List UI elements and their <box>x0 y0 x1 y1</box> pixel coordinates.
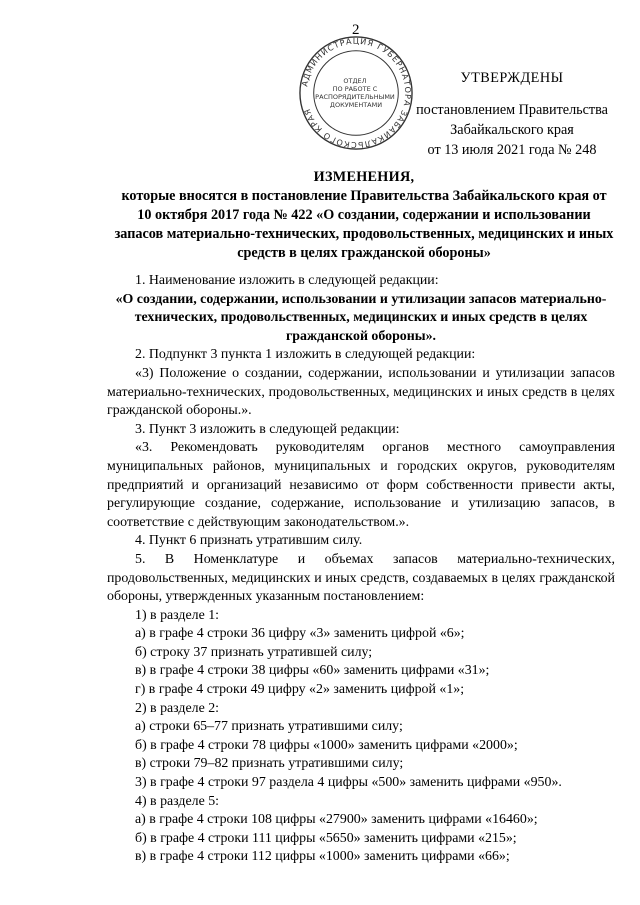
body-paragraph: 1. Наименование изложить в следующей редакции: <box>135 273 439 288</box>
body-paragraph: а) в графе 4 строки 36 цифру «3» заменить цифрой «6»; <box>135 626 465 642</box>
body-paragraph: в) в графе 4 строки 112 цифры «1000» заменить цифрами «66»; <box>135 849 510 865</box>
body-paragraph: «3) Положение о создании, содержании, использовании и утилизации запасов материально-технических, продовольственных, медицинских и иных средств в целях гражданской обороны.». <box>107 365 615 419</box>
approval-block <box>402 68 622 160</box>
official-stamp <box>297 34 415 152</box>
document-heading <box>114 168 614 263</box>
heading-title: ИЗМЕНЕНИЯ, <box>313 169 415 185</box>
body-paragraph: 3) в графе 4 строки 97 раздела 4 цифры «500» заменить цифрами «950». <box>135 775 562 791</box>
body-paragraph: 2) в разделе 2: <box>135 700 220 716</box>
stamp-inner-line: ОТДЕЛ <box>343 77 367 86</box>
body-paragraph: 5. В Номенклатуре и объемах запасов материально-технических, продовольственных, медицинских и иных средств, создаваемых в целях гражданской обороны, утвержденных указанным постановлением: <box>107 551 615 605</box>
page-number: 2 <box>352 22 360 38</box>
heading-subtitle: которые вносятся в постановление Правительства Забайкальского края от 10 октября 2017 года № 422 «О создании, содержании и использовании запасов материально-технических, продовольственных, медицинских и иных средств в целях гражданской обороны» <box>114 188 614 261</box>
body-paragraph: г) в графе 4 строки 49 цифру «2» заменить цифрой «1»; <box>135 682 465 698</box>
body-paragraph: б) в графе 4 строки 111 цифры «5650» заменить цифрами «215»; <box>135 830 517 846</box>
body-paragraph: 3. Пункт 3 изложить в следующей редакции: <box>135 421 400 437</box>
approval-title: УТВЕРЖДЕНЫ <box>460 70 564 86</box>
approval-line: от 13 июля 2021 года № 248 <box>427 142 597 158</box>
body-paragraph: в) строки 79–82 признать утратившими силу; <box>135 756 404 772</box>
body-paragraph: «О создании, содержании, использовании и утилизации запасов материально-технических, продовольственных, медицинских и иных средств в целях гражданской обороны». <box>115 291 607 344</box>
body-paragraph: 1) в разделе 1: <box>135 607 220 623</box>
body-paragraph: б) в графе 4 строки 78 цифры «1000» заменить цифрами «2000»; <box>135 737 518 753</box>
svg-text:ОТДЕЛ ПО РАБОТЕ С РАСП <box>315 77 397 109</box>
stamp-outer-text: АДМИНИСТРАЦИЯ ГУБЕРНАТОРА ЗАБАЙКАЛЬСКОГО КРАЯ <box>300 36 413 150</box>
body-paragraph: 4) в разделе 5: <box>135 793 220 809</box>
body-paragraph: а) в графе 4 строки 108 цифры «27900» заменить цифрами «16460»; <box>135 812 538 828</box>
approval-line: Забайкальского края <box>450 122 574 138</box>
body-paragraph: «3. Рекомендовать руководителям органов местного самоуправления муниципальных районов, муниципальных и городских округов, руководителям предприятий и организаций независимо от форм собственности привести акты, регулирующие создание, содержание, использование и утилизацию запасов, в соответствие с действующим законодательством.». <box>107 440 615 530</box>
body-paragraph: в) в графе 4 строки 38 цифры «60» заменить цифрами «31»; <box>135 663 490 679</box>
stamp-inner-line: РАСПОРЯДИТЕЛЬНЫМИ <box>315 92 395 101</box>
document-body <box>107 272 615 867</box>
approval-line: постановлением Правительства <box>416 102 608 118</box>
body-paragraph: 4. Пункт 6 признать утратившим силу. <box>135 533 363 549</box>
body-paragraph: а) строки 65–77 признать утратившими силу; <box>135 719 403 735</box>
stamp-inner-line: ПО РАБОТЕ С <box>332 85 378 94</box>
body-paragraph: б) строку 37 признать утратившей силу; <box>135 644 373 660</box>
body-paragraph: 2. Подпункт 3 пункта 1 изложить в следующей редакции: <box>135 347 476 363</box>
stamp-inner-line: ДОКУМЕНТАМИ <box>329 100 383 109</box>
